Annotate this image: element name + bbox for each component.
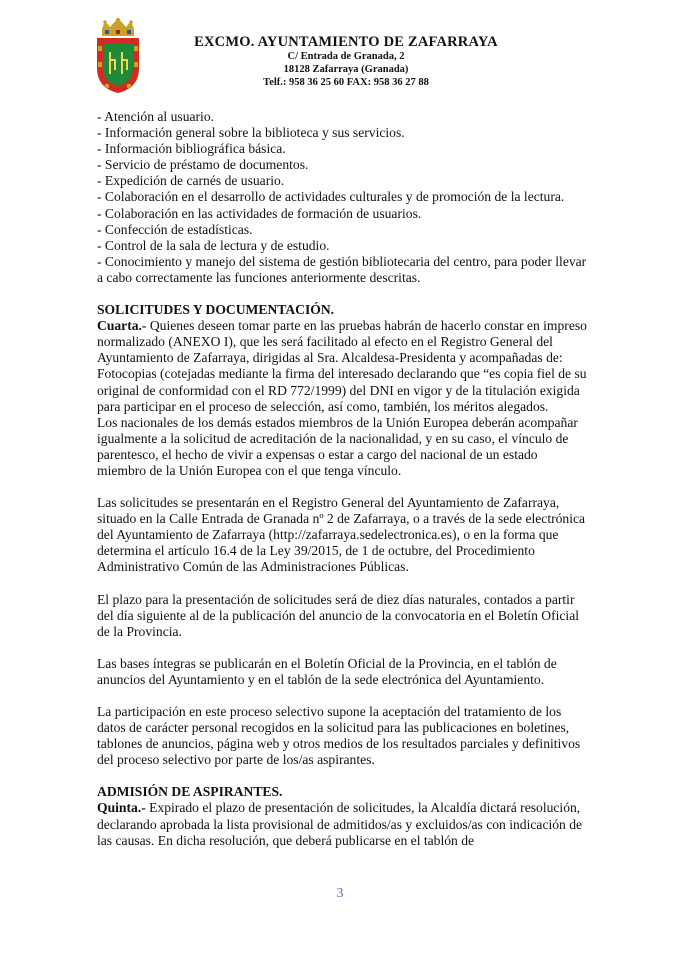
list-item: - Información bibliográfica básica.: [97, 141, 286, 157]
list-item: - Colaboración en las actividades de formación de usuarios.: [97, 205, 422, 221]
spacer: [97, 286, 589, 302]
list-item: - Control de la sala de lectura y de estudio.: [97, 237, 330, 253]
institution-phone: Telf.: 958 36 25 60 FAX: 958 36 27 88: [263, 77, 429, 88]
section-heading-admision: ADMISIÓN DE ASPIRANTES.: [97, 784, 283, 800]
clause-text: Expirado el plazo de presentación de solicitudes, la Alcaldía dictará resolución, declarando aprobada la lista provisional de admitidos/as y excluidos/as con indicación de las causas. En dicha resolución, que deberá publicarse en el tablón de: [97, 800, 583, 848]
list-item: - Información general sobre la biblioteca y sus servicios.: [97, 125, 405, 141]
institution-address: C/ Entrada de Granada, 2: [287, 51, 405, 62]
list-item: - Confección de estadísticas.: [97, 221, 253, 237]
institution-title: EXCMO. AYUNTAMIENTO DE ZAFARRAYA: [194, 34, 498, 50]
coat-of-arms-icon: [93, 16, 143, 94]
paragraph-participacion: La participación en este proceso selectivo supone la aceptación del tratamiento de los datos de carácter personal recogidos en la solicitud para las publicaciones en boletines, tablones de anuncios, página web y otros medios de los resultados parciales y definitivos del proceso selectivo por parte de los/as aspirantes.: [97, 704, 581, 768]
document-body: [97, 109, 589, 849]
section-heading-solicitudes: SOLICITUDES Y DOCUMENTACIÓN.: [97, 302, 335, 318]
spacer: [97, 768, 589, 784]
clause-label: Cuarta.-: [97, 318, 147, 334]
paragraph-fotocopias: Fotocopias (cotejadas mediante la firma del interesado declarando que “es copia fiel de su original de conformidad con el RD 772/1999) del DNI en vigor y de la titulación exigida para participar en el proceso de selección, así como, también, los méritos alegados.: [97, 366, 587, 414]
paragraph-nacionales: Los nacionales de los demás estados miembros de la Unión Europea deberán acompañar igualmente a la solicitud de acreditación de la nacionalidad, y en su caso, el vínculo de parentesco, el hecho de vivir a expensas o estar a cargo del nacional de un estado miembro de la Unión Europea con el que tenga vínculo.: [97, 414, 578, 478]
clause-text: Quienes deseen tomar parte en las pruebas habrán de hacerlo constar en impreso normalizado (ANEXO I), que les será facilitado al efecto en el Registro General del Ayuntamiento de Zafarraya, dirigidas al Sra. Alcaldesa-Presidenta y acompañadas de:: [97, 318, 587, 366]
spacer: [97, 576, 589, 592]
clause-label: Quinta.-: [97, 800, 146, 816]
list-item: - Expedición de carnés de usuario.: [97, 173, 285, 189]
paragraph-bases: Las bases íntegras se publicarán en el Boletín Oficial de la Provincia, en el tablón de anuncios del Ayuntamiento y en el tablón de la sede electrónica del Ayuntamiento.: [97, 655, 557, 687]
list-item: - Atención al usuario.: [97, 109, 215, 124]
letterhead-text: [150, 34, 542, 89]
spacer: [97, 688, 589, 704]
spacer: [97, 640, 589, 656]
list-item: - Colaboración en el desarrollo de actividades culturales y de promoción de la lectura.: [97, 189, 565, 205]
page-number: 3: [336, 886, 344, 901]
paragraph-presentacion: Las solicitudes se presentarán en el Registro General del Ayuntamiento de Zafarraya, situado en la Calle Entrada de Granada nº 2 de Zafarraya, o a través de la sede electrónica del Ayuntamiento de Zafarraya (http://zafarraya.sedelectronica.es), o en la forma que determina el artículo 16.4 de la Ley 39/2015, de 1 de octubre, del Procedimiento Administrativo Común de las Administraciones Públicas.: [97, 495, 586, 575]
list-item: - Conocimiento y manejo del sistema de gestión bibliotecaria del centro, para poder llevar a cabo correctamente las funciones anteriormente descritas.: [97, 253, 587, 285]
list-item: - Servicio de préstamo de documentos.: [97, 157, 309, 173]
paragraph-plazo: El plazo para la presentación de solicitudes será de diez días naturales, contados a partir del día siguiente al de la publicación del anuncio de la convocatoria en el Boletín Oficial de la Provincia.: [97, 591, 580, 639]
spacer: [97, 479, 589, 495]
letterhead: [0, 14, 680, 94]
paragraph-quinta: [97, 800, 589, 848]
paragraph-cuarta: [97, 318, 589, 366]
institution-city: 18128 Zafarraya (Granada): [283, 64, 409, 75]
